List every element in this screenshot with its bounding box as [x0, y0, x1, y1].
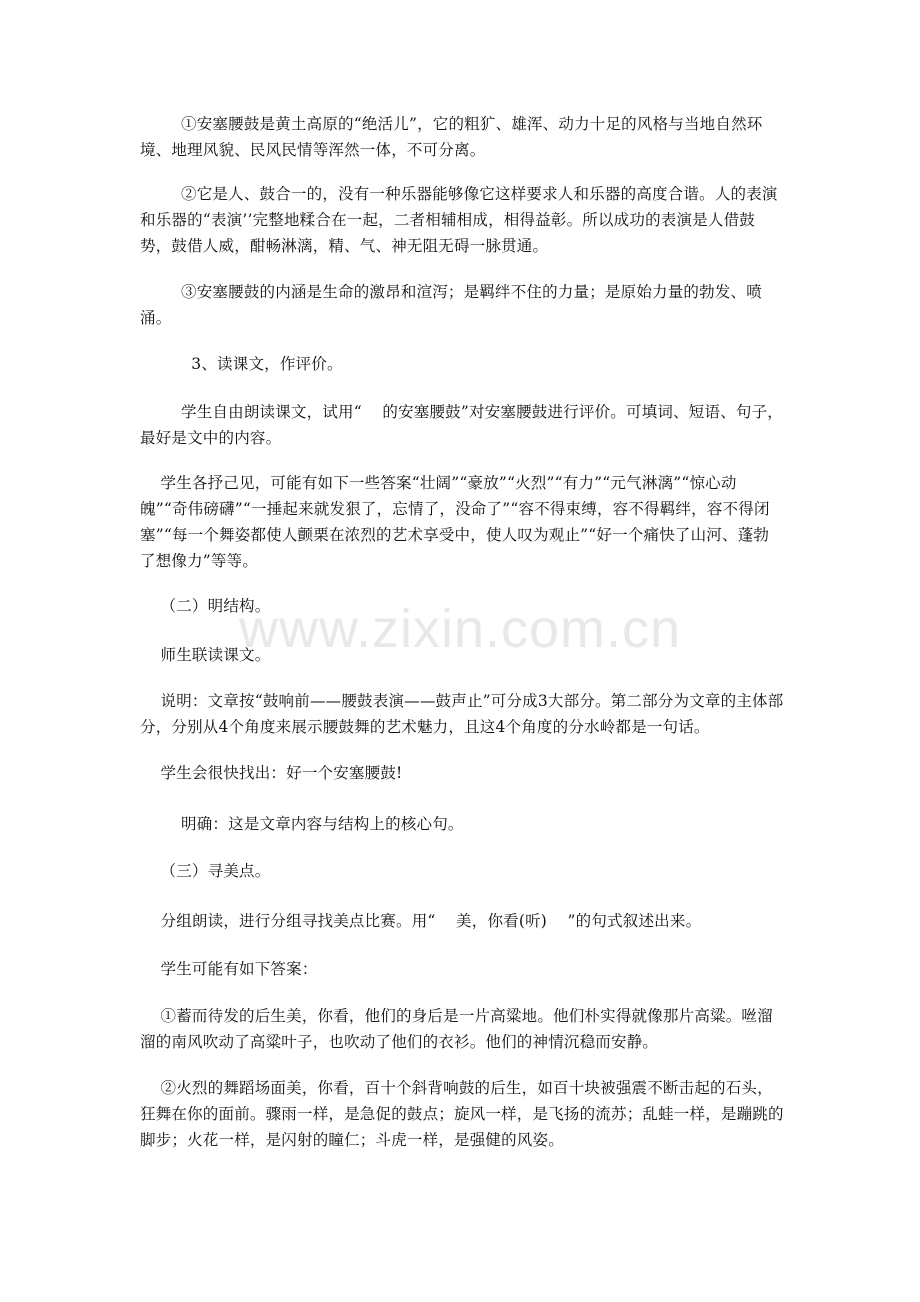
paragraph-10: 学生会很快找出：好一个安塞腰鼓! [140, 764, 403, 782]
paragraph-1: ①安塞腰鼓是黄土高原的“绝活儿”，它的粗犷、雄浑、动力十足的风格与当地自然环境、地理风貌、民风民情等浑然一体，不可分离。 [140, 115, 763, 159]
paragraph-15: ①蓄而待发的后生美，你看，他们的身后是一片高粱地。他们朴实得就像那片高粱。咝溜溜的南风吹动了高粱叶子，也吹动了他们的衣衫。他们的神情沉稳而安静。 [140, 1007, 773, 1051]
paragraph-6: 学生各抒己见，可能有如下一些答案“壮阔”“豪放”“火烈”“有力”“元气淋漓”“惊心动魄”“奇伟磅礴”“一捶起来就发狠了，忘情了，没命了”“容不得束缚，容不得羁绊，容不得闭塞”“每一个舞姿都使人颤栗在浓烈的艺术享受中，使人叹为观止”“好一个痛快了山河、蓬勃了想像力”等等。 [140, 474, 770, 570]
paragraph-3: ③安塞腰鼓的内涵是生命的激昂和渲泻；是羁绊不住的力量；是原始力量的勃发、喷涌。 [140, 283, 762, 327]
paragraph-16: ②火烈的舞蹈场面美，你看，百十个斜背响鼓的后生，如百十块被强震不断击起的石头，狂舞在你的面前。骤雨一样，是急促的鼓点；旋风一样，是飞扬的流苏；乱蛙一样，是蹦跳的脚步；火花一样，是闪射的瞳仁；斗虎一样，是强健的风姿。 [140, 1079, 784, 1149]
paragraph-7: （二）明结构。 [140, 597, 271, 615]
paragraph-11: 明确：这是文章内容与结构上的核心句。 [140, 815, 464, 833]
paragraph-2: ②它是人、鼓合一的，没有一种乐器能够像它这样要求人和乐器的高度合谐。人的表演和乐器的“表演’’完整地糅合在一起，二者相辅相成，相得益彰。所以成功的表演是人借鼓势，鼓借人威，酣畅淋漓，精、气、神无阻无碍一脉贯通。 [140, 185, 778, 255]
paragraph-13: 分组朗读，进行分组寻找美点比赛。用“ 美，你看(听) ”的句式叙述出来。 [140, 912, 702, 930]
paragraph-5: 学生自由朗读课文，试用“ 的安塞腰鼓”对安塞腰鼓进行评价。可填词、短语、句子，最好是文中的内容。 [140, 403, 783, 447]
paragraph-12: （三）寻美点。 [140, 862, 271, 880]
paragraph-4: 3、读课文，作评价。 [140, 355, 343, 373]
paragraph-14: 学生可能有如下答案： [140, 960, 318, 978]
paragraph-9: 说明：文章按“鼓响前——腰鼓表演——鼓声止”可分成3大部分。第二部分为文章的主体部分，分别从4个角度来展示腰鼓舞的艺术魅力，且这4个角度的分水岭都是一句话。 [140, 692, 784, 736]
paragraph-8: 师生联读课文。 [140, 646, 271, 664]
watermark: www.zixin.com.cn [238, 599, 682, 659]
